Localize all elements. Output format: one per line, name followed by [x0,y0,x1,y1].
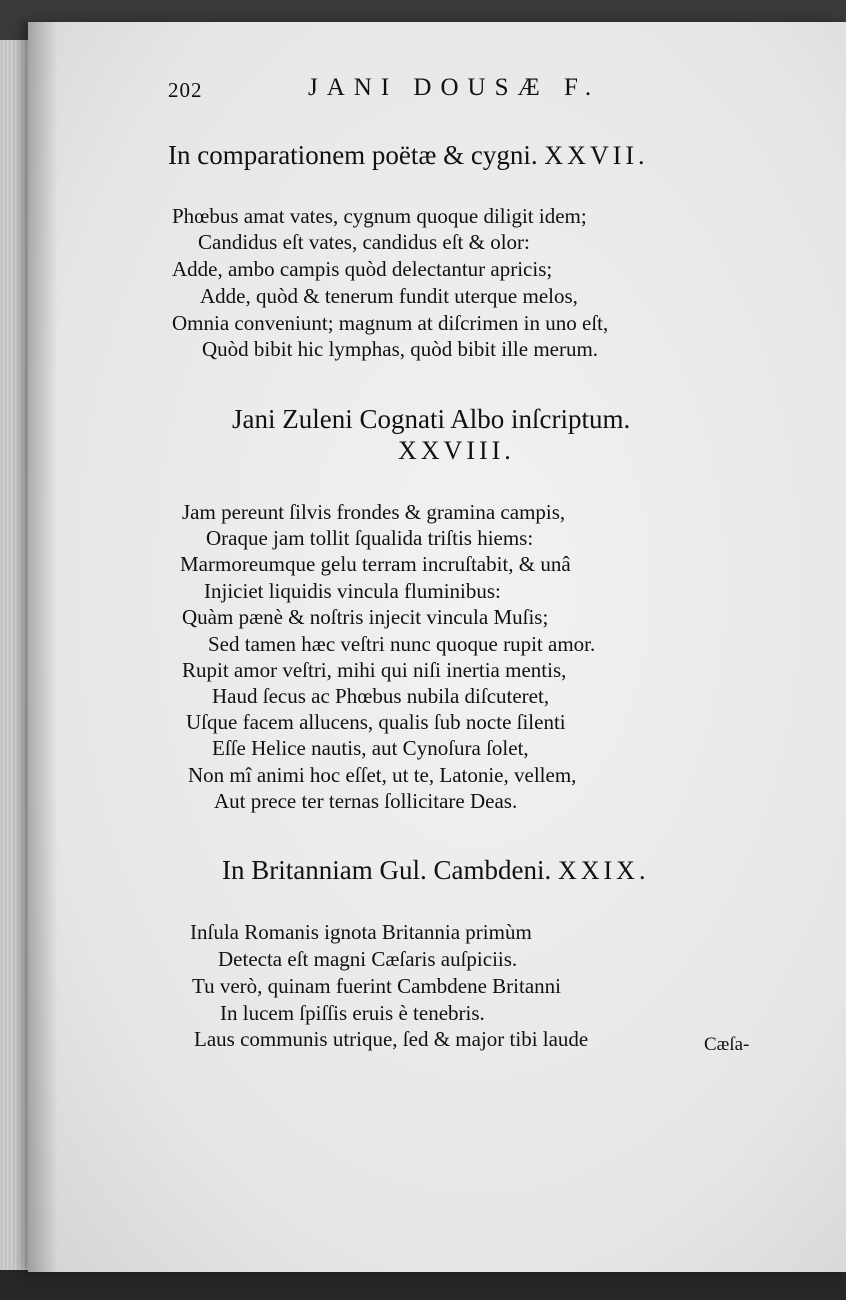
poem-number: XXVII. [544,141,649,170]
poem-number: XXVIII. [398,436,515,465]
verse-line: Adde, ambo campis quòd delectantur apricis; [172,257,553,281]
poem-title-27 [168,140,649,171]
verse-line: Jam pereunt ſilvis frondes & gramina campis, [182,500,566,524]
verse-line: Detecta eſt magni Cæſaris auſpiciis. [218,947,518,971]
verse-line: Uſque facem allucens, qualis ſub nocte ſilenti [186,710,566,734]
poem-number: XXIX. [557,856,650,885]
verse-line: Candidus eſt vates, candidus eſt & olor: [198,230,530,254]
page-header [168,74,768,114]
verse-line: Injiciet liquidis vincula fluminibus: [204,579,501,603]
verse-line: Adde, quòd & tenerum fundit uterque melos, [200,284,578,308]
verse-line: Haud ſecus ac Phœbus nubila diſcuteret, [212,684,550,708]
verse-line: Phœbus amat vates, cygnum quoque diligit idem; [172,204,587,228]
page-number: 202 [168,78,203,102]
verse-line: Tu verò, quinam fuerint Cambdene Britanni [192,974,561,998]
poem-title-29 [222,855,649,886]
book-page [28,22,846,1272]
gutter-shadow [28,22,58,1272]
verse-line: Laus communis utrique, ſed & major tibi laude [194,1027,589,1051]
verse-line: Aut prece ter ternas ſollicitare Deas. [214,789,518,813]
verse-line: Omnia conveniunt; magnum at diſcrimen in uno eſt, [172,311,609,335]
verse-line: Inſula Romanis ignota Britannia primùm [190,920,532,944]
running-title: JANI DOUSÆ F. [308,74,601,101]
verse-line: Marmoreumque gelu terram incruſtabit, & unâ [180,552,571,576]
poem-title-28: Jani Zuleni Cognati Albo inſcriptum. [232,404,631,434]
verse-line: In lucem ſpiſſis eruis è tenebris. [220,1001,485,1025]
verse-line: Oraque jam tollit ſqualida triſtis hiems: [206,526,534,550]
verse-line: Rupit amor veſtri, mihi qui niſi inertia mentis, [182,658,567,682]
verse-line: Quàm pænè & noſtris injecit vincula Muſis; [182,605,549,629]
catchword: Cæſa- [704,1034,750,1055]
verse-line: Quòd bibit hic lymphas, quòd bibit ille merum. [202,337,599,361]
verse-line: Eſſe Helice nautis, aut Cynoſura ſolet, [212,736,529,760]
verse-line: Sed tamen hæc veſtri nunc quoque rupit amor. [208,632,596,656]
verse-line: Non mî animi hoc eſſet, ut te, Latonie, vellem, [188,763,577,787]
poem-title-text: In Britanniam Gul. Cambdeni. [222,855,552,885]
poem-title-text: In comparationem poëtæ & cygni. [168,140,538,170]
